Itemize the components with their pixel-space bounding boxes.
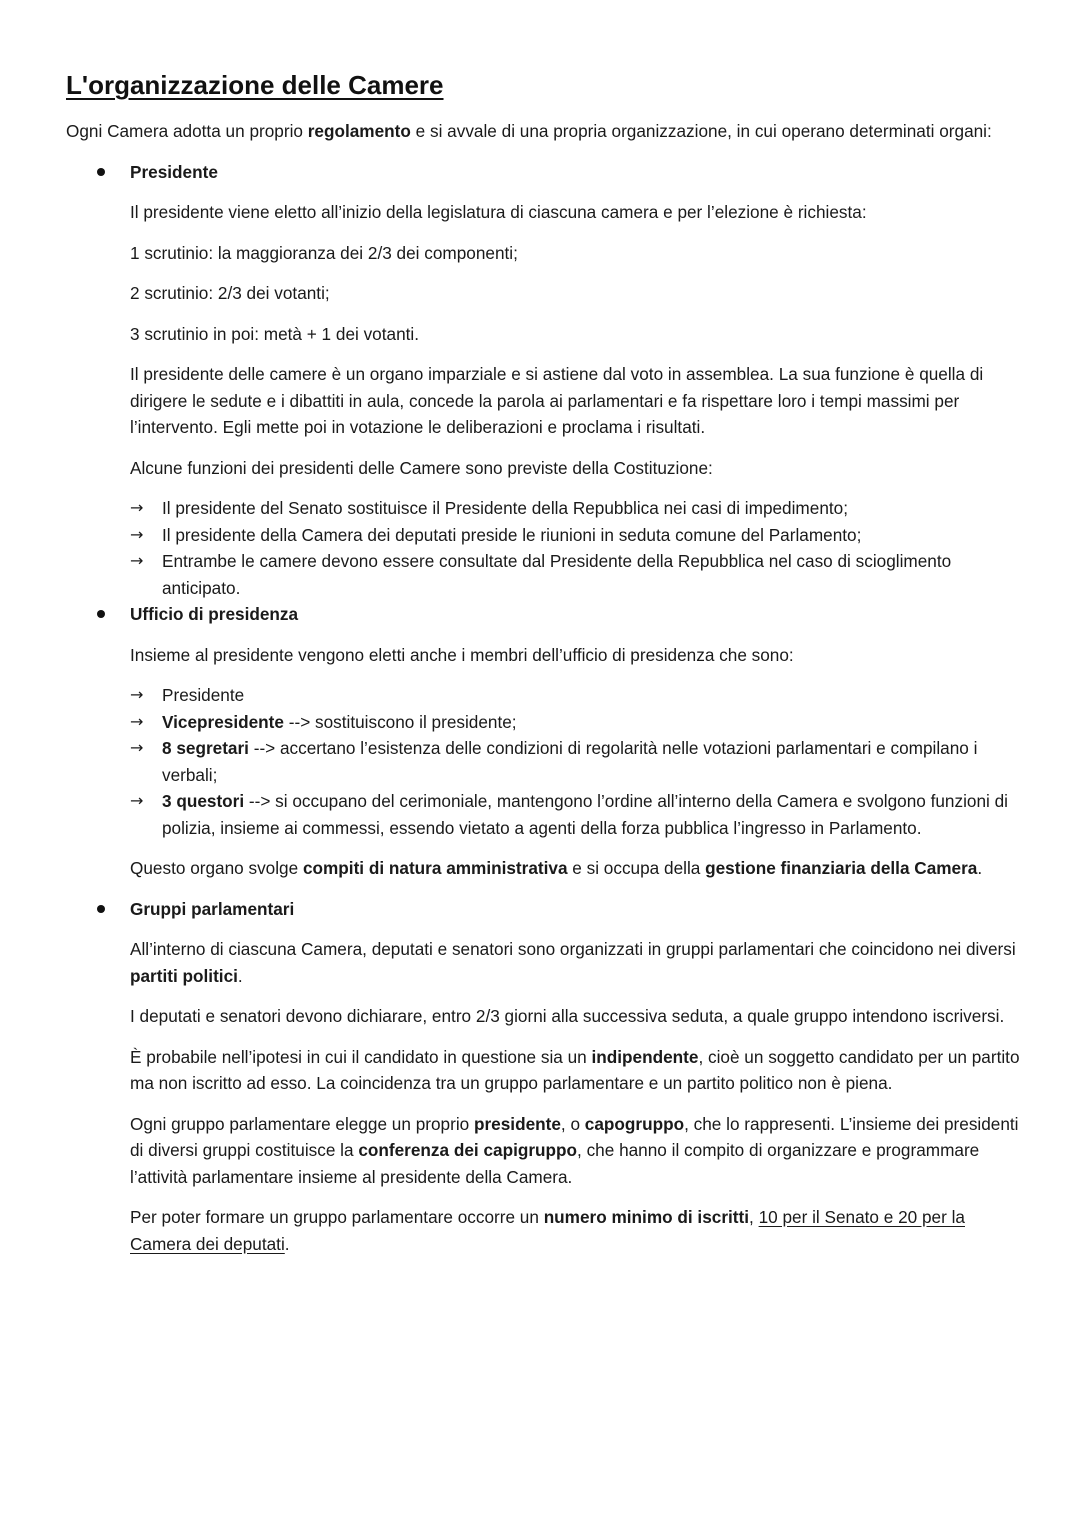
intro-bold: regolamento <box>307 121 411 141</box>
paragraph: Alcune funzioni dei presidenti delle Camere sono previste della Costituzione: <box>130 457 713 478</box>
paragraph: 3 scrutinio in poi: metà + 1 dei votanti. <box>130 323 420 344</box>
heading-text: Gruppi parlamentari <box>130 898 295 919</box>
page-title: L'organizzazione delle Camere <box>66 70 444 100</box>
text: . <box>284 1233 290 1254</box>
paragraph: Il presidente viene eletto all’inizio della legislatura di ciascuna camera e per l’elezione è richiesta: <box>130 202 867 222</box>
text: e si occupa della <box>567 858 706 878</box>
list-item <box>130 735 1020 788</box>
bold-text: capogruppo <box>584 1113 685 1134</box>
bold-text: presidente <box>473 1113 561 1134</box>
heading-text: Ufficio di presidenza <box>130 604 299 624</box>
bold-text: numero minimo di iscritti <box>543 1207 750 1227</box>
text: . <box>237 965 243 986</box>
paragraph: 1 scrutinio: la maggioranza dei 2/3 dei componenti; <box>130 242 518 263</box>
paragraph <box>130 1204 1020 1257</box>
underlined-text: 10 per il Senato e 20 per la Camera dei deputati <box>130 1207 965 1254</box>
bullet-icon <box>97 905 105 913</box>
text: , <box>749 1207 759 1227</box>
paragraph: Insieme al presidente vengono eletti anche i membri dell’ufficio di presidenza che sono: <box>130 644 794 665</box>
paragraph <box>130 1044 1020 1097</box>
paragraph <box>130 855 1020 882</box>
arrow-icon: → <box>130 551 144 570</box>
list-item <box>130 548 1020 601</box>
list-item <box>130 522 1020 549</box>
arrow-icon: → <box>130 711 144 731</box>
list-item-text: --> si occupano del cerimoniale, mantengono l’ordine all’interno della Camera e svolgono funzioni di polizia, insieme ai commessi, essendo vietato a agenti della forza pubblica l’ingresso in Parlamento. <box>162 791 1008 838</box>
section-gruppi <box>66 896 1020 1258</box>
list-item <box>130 495 1020 522</box>
section-heading <box>66 601 1020 628</box>
text: , che hanno il compito di organizzare e programmare l’attività parlamentare insieme al presidente della Camera. <box>130 1140 980 1187</box>
paragraph: I deputati e senatori devono dichiarare, entro 2/3 giorni alla successiva seduta, a quale gruppo intendono iscriversi. <box>130 1006 1005 1026</box>
section-ufficio <box>66 601 1020 882</box>
text: È probabile nell’ipotesi in cui il candidato in questione sia un <box>130 1046 592 1067</box>
list-item-text: Presidente <box>162 685 245 705</box>
arrow-icon: → <box>130 685 144 704</box>
list-item-text: Il presidente della Camera dei deputati preside le riunioni in seduta comune del Parlamento; <box>162 524 862 545</box>
text: . <box>977 858 983 878</box>
text: , cioè un soggetto candidato per un partito ma non iscritto ad esso. La coincidenza tra un gruppo parlamentare e un partito politico non è piena. <box>130 1046 1020 1093</box>
list-item-bold: 8 segretari <box>162 738 249 758</box>
bold-text: indipendente <box>591 1046 699 1067</box>
bold-text: conferenza dei capigruppo <box>358 1140 578 1160</box>
arrow-icon: → <box>130 498 144 517</box>
arrow-icon: → <box>130 524 144 544</box>
intro-text-end: e si avvale di una propria organizzazione, in cui operano determinati organi: <box>410 121 992 141</box>
list-item-text: --> accertano l’esistenza delle condizioni di regolarità nelle votazioni parlamentari e compilano i verbali; <box>162 738 978 785</box>
section-heading <box>66 896 1020 923</box>
text: All’interno di ciascuna Camera, deputati e senatori sono organizzati in gruppi parlamentari che coincidono nei diversi <box>130 939 1016 959</box>
section-presidente <box>66 159 1020 602</box>
list-item <box>130 682 1020 709</box>
list-item-text: Il presidente del Senato sostituisce il Presidente della Repubblica nei casi di impedimento; <box>162 498 848 518</box>
bullet-icon <box>97 168 105 176</box>
section-heading <box>66 159 1020 186</box>
paragraph: Il presidente delle camere è un organo imparziale e si astiene dal voto in assemblea. La sua funzione è quella di dirigere le sedute e i dibattiti in aula, concede la parola ai parlamentari e fa rispettare loro i tempi massimi per l’intervento. Egli mette poi in votazione le deliberazioni e proclama i risultati. <box>130 364 984 437</box>
intro-text: Ogni Camera adotta un proprio <box>66 121 308 141</box>
text: Questo organo svolge <box>130 858 303 878</box>
text: Per poter formare un gruppo parlamentare occorre un <box>130 1207 544 1227</box>
list-item-text: --> sostituiscono il presidente; <box>283 711 517 732</box>
bullet-icon <box>97 610 105 618</box>
text: , o <box>560 1113 585 1134</box>
paragraph <box>130 1111 1020 1191</box>
list-item-bold: Vicepresidente <box>162 711 284 732</box>
intro-paragraph <box>66 118 1020 145</box>
arrow-list <box>130 495 1020 601</box>
heading-text: Presidente <box>130 161 218 182</box>
arrow-list <box>130 682 1020 841</box>
arrow-icon: → <box>130 791 144 810</box>
list-item-text: Entrambe le camere devono essere consultate dal Presidente della Repubblica nel caso di scioglimento anticipato. <box>162 551 952 598</box>
bold-text: partiti politici <box>130 965 238 986</box>
bold-text: gestione finanziaria della Camera <box>705 858 978 878</box>
paragraph <box>130 936 1020 989</box>
list-item <box>130 788 1020 841</box>
list-item <box>130 709 1020 736</box>
text: , che lo rappresenti. L’insieme dei presidenti di diversi gruppi costituisce la <box>130 1113 1019 1160</box>
paragraph: 2 scrutinio: 2/3 dei votanti; <box>130 283 330 303</box>
list-item-bold: 3 questori <box>162 791 245 811</box>
text: Ogni gruppo parlamentare elegge un proprio <box>130 1113 474 1134</box>
bold-text: compiti di natura amministrativa <box>302 858 568 878</box>
arrow-icon: → <box>130 738 144 757</box>
